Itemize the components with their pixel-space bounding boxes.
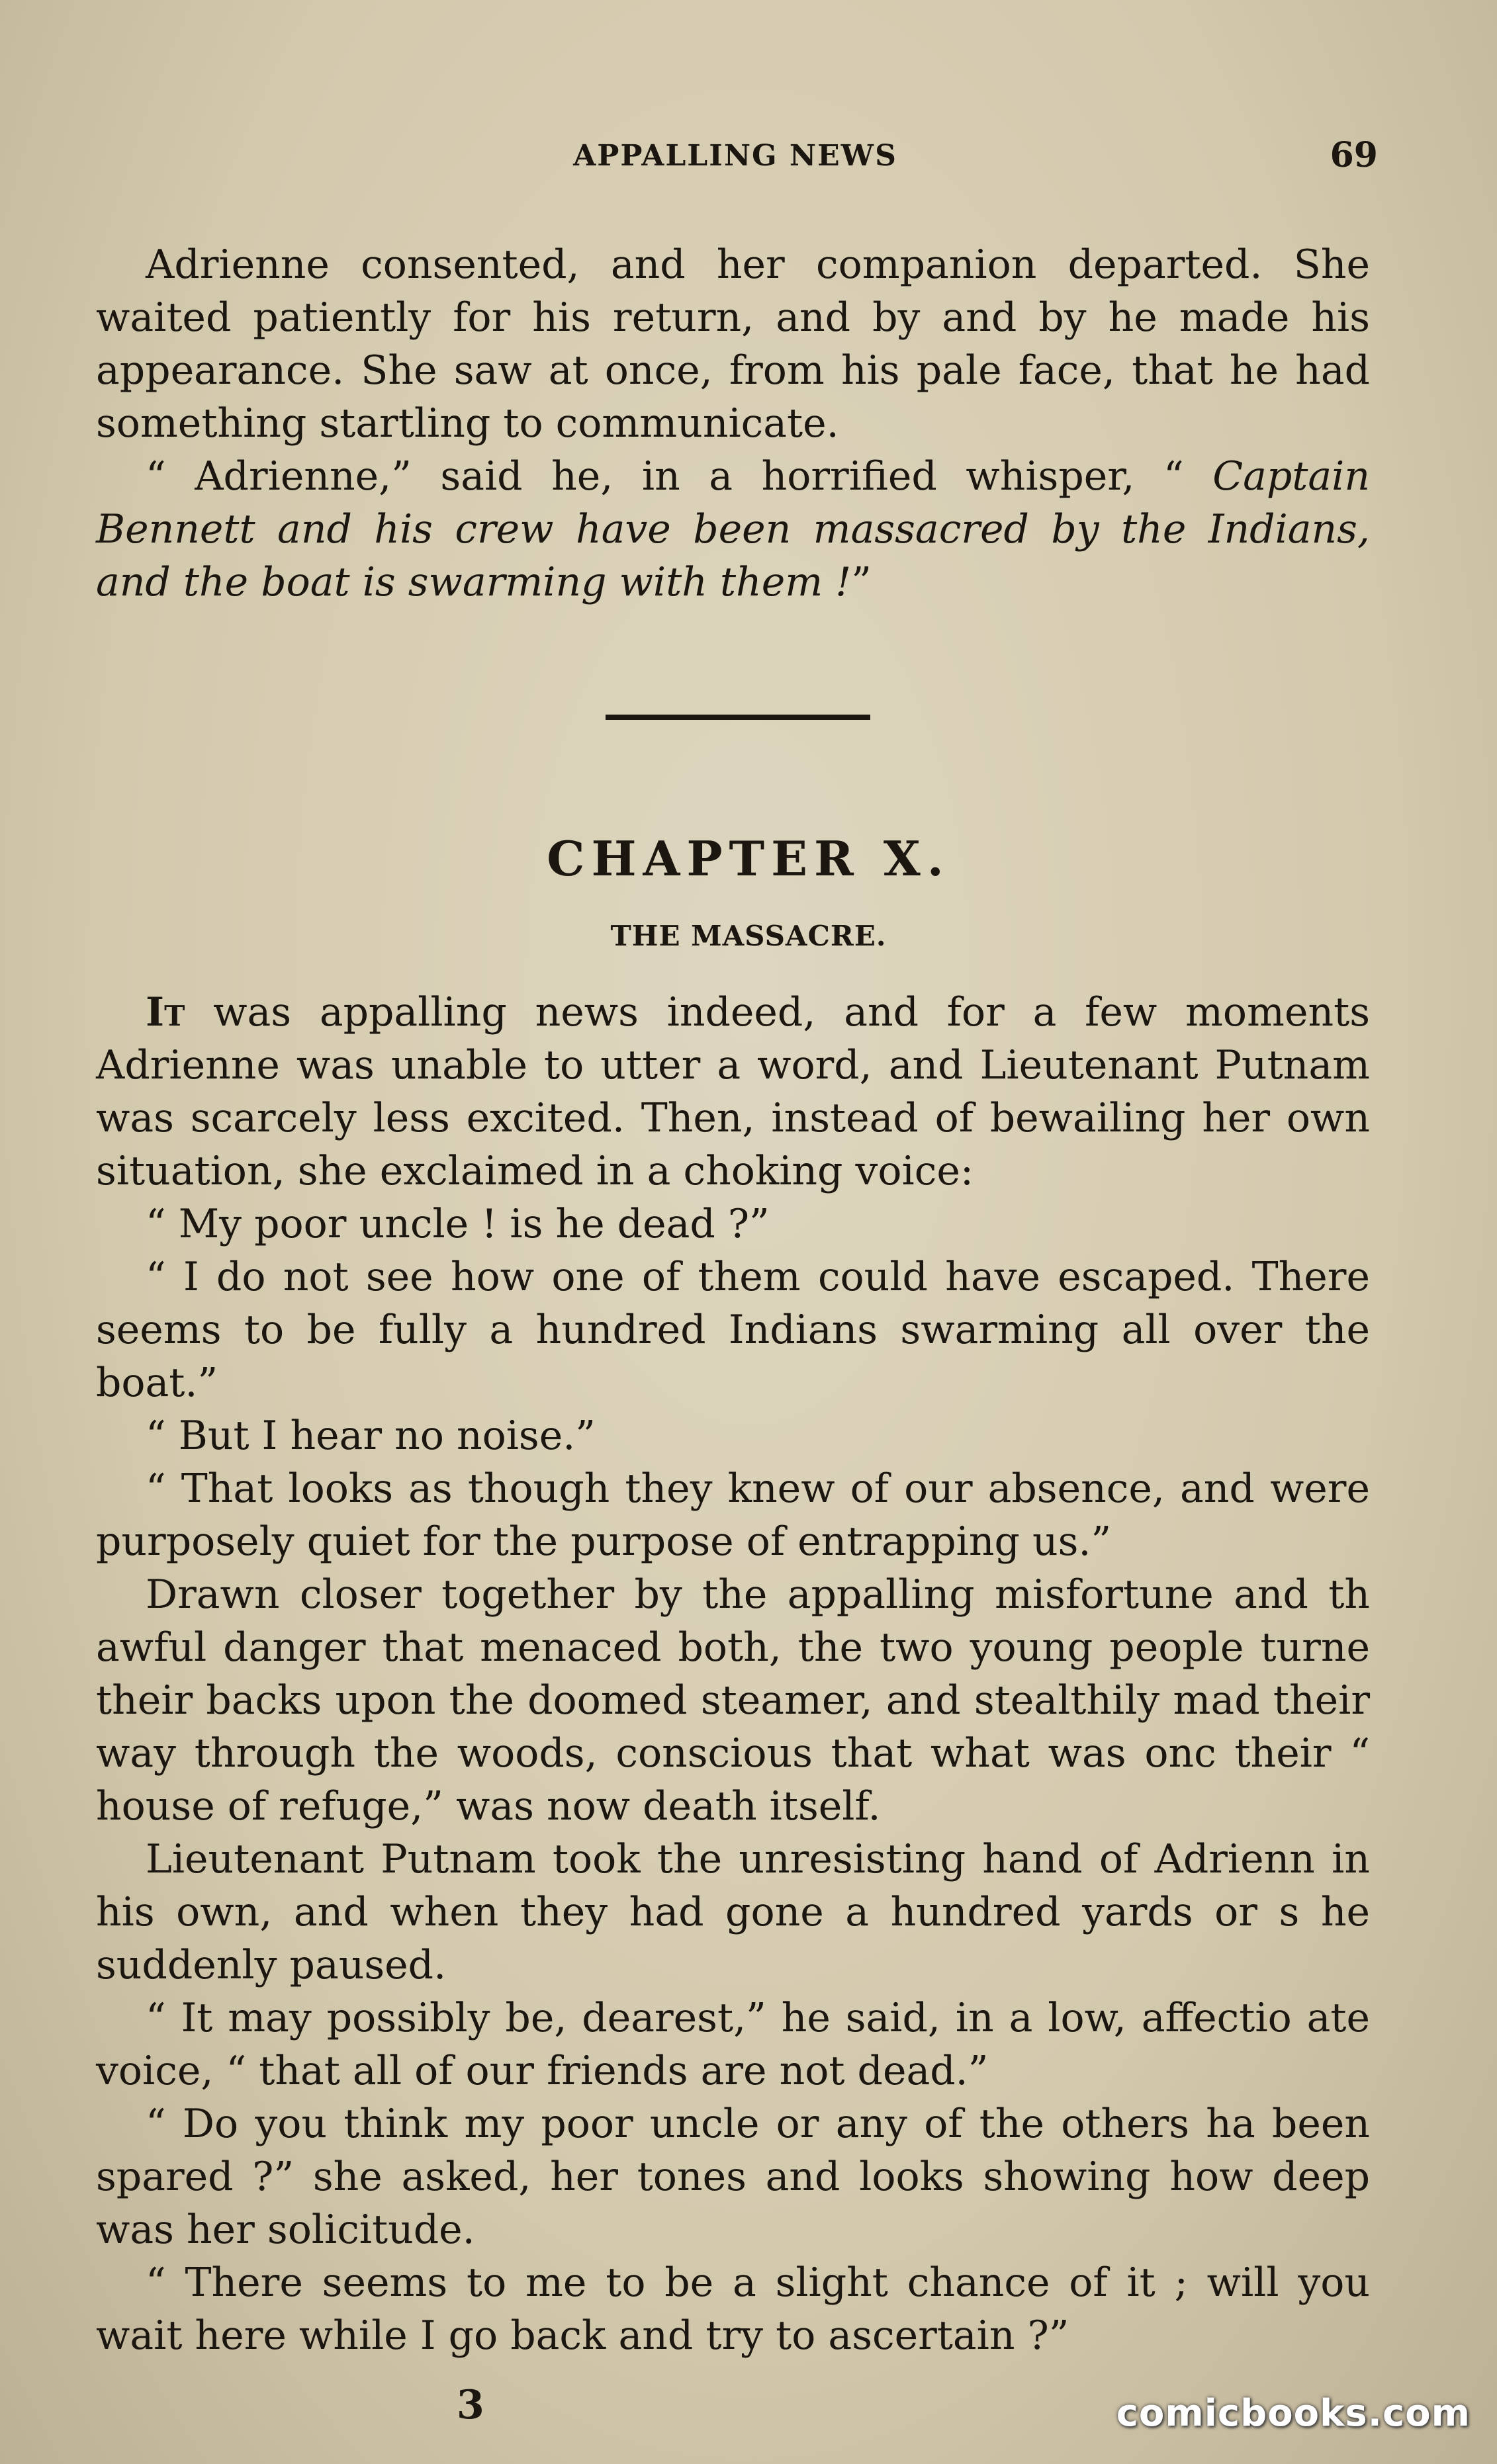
quote-italic: Captain Bennett and his crew have been massacred by the Indians, and the boat is swarming with them !	[96, 453, 1370, 605]
chapter-subtitle: THE MASSACRE.	[610, 920, 887, 952]
watermark: comicbooks.com	[1116, 2392, 1471, 2435]
paragraph: Lieutenant Putnam took the unresisting hand of Adrienn in his own, and when they had gone a hundred yards or s he suddenly paused.	[96, 1836, 1370, 1988]
chapter-title: CHAPTER X.	[547, 830, 950, 887]
paragraph: “ That looks as though they knew of our absence, and were purposely quiet for the purpose of entrapping us.”	[96, 1466, 1370, 1565]
drop-word: It	[146, 989, 185, 1035]
paragraph: “ Do you think my poor uncle or any of the others ha been spared ?” she asked, her tones and looks showing how deep was her solicitude.	[96, 2101, 1370, 2253]
paragraph	[96, 450, 1370, 609]
quote-lead: “ Adrienne,” said he, in a horrified whisper, “	[146, 453, 1213, 500]
paragraph: Adrienne consented, and her companion departed. She waited patiently for his return, and by and by he made his appearance. She saw at once, from his pale face, that he had something startling to communicate.	[96, 242, 1370, 447]
page-header	[93, 135, 1378, 185]
paragraph: “ It may possibly be, dearest,” he said, in a low, affectio ate voice, “ that all of our friends are not dead.”	[96, 1995, 1370, 2094]
paragraph: “ My poor uncle ! is he dead ?”	[146, 1201, 770, 1247]
paragraph: “ But I hear no noise.”	[146, 1413, 596, 1459]
paragraph: “ There seems to me to be a slight chance of it ; will you wait here while I go back and try to ascertain ?”	[96, 2260, 1370, 2359]
page-number: 69	[1330, 135, 1378, 175]
paragraph: “ I do not see how one of them could have escaped. There seems to be fully a hundred Indians swarming all over the boat.”	[96, 1254, 1370, 1406]
paragraph	[96, 986, 1370, 1198]
opening-text	[96, 238, 1370, 609]
quote-close: ”	[851, 559, 872, 605]
signature-mark: 3	[457, 2382, 484, 2428]
chapter-text	[96, 986, 1370, 2362]
paragraph-rest: was appalling news indeed, and for a few moments Adrienne was unable to utter a word, and Lieutenant Putnam was scarcely less excited. Then, instead of bewailing her own situation, she exclaimed in a choking voice:	[96, 989, 1370, 1194]
paragraph: Drawn closer together by the appalling misfortune and th awful danger that menaced both, the two young people turne their backs upon the doomed steamer, and stealthily mad their way through the woods, conscious that what was onc their “ house of refuge,” was now death itself.	[96, 1571, 1370, 1829]
running-head: APPALLING NEWS	[573, 139, 897, 173]
section-divider	[606, 715, 870, 720]
